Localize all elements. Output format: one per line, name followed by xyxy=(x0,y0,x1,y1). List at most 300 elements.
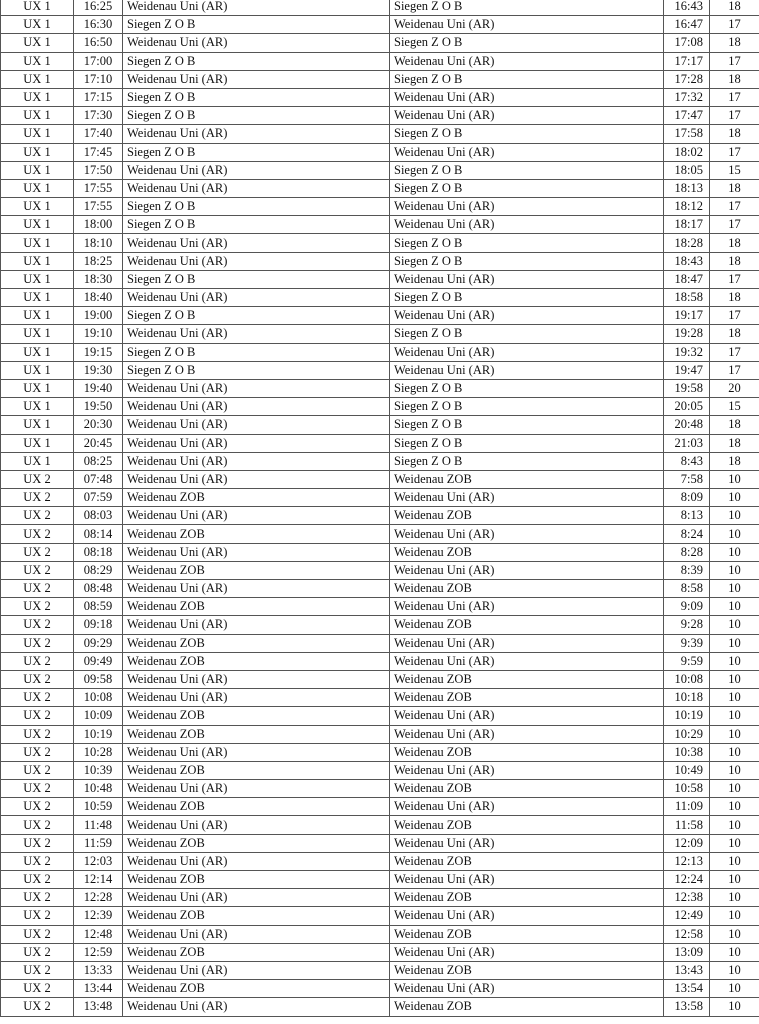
table-row xyxy=(1,616,759,634)
arrival-time-cell: 19:28 xyxy=(664,325,710,343)
duration-cell: 10 xyxy=(710,961,759,979)
line-cell: UX 2 xyxy=(1,907,74,925)
timetable-body xyxy=(1,0,759,1016)
origin-stop-cell: Weidenau ZOB xyxy=(123,907,390,925)
origin-stop-cell: Siegen Z O B xyxy=(123,343,390,361)
destination-stop-cell: Weidenau Uni (AR) xyxy=(390,88,664,106)
destination-stop-cell: Weidenau Uni (AR) xyxy=(390,598,664,616)
table-row xyxy=(1,307,759,325)
destination-stop-cell: Weidenau Uni (AR) xyxy=(390,307,664,325)
destination-stop-cell: Weidenau ZOB xyxy=(390,816,664,834)
departure-time-cell: 07:59 xyxy=(74,489,123,507)
duration-cell: 10 xyxy=(710,616,759,634)
origin-stop-cell: Weidenau Uni (AR) xyxy=(123,889,390,907)
line-cell: UX 2 xyxy=(1,798,74,816)
line-cell: UX 2 xyxy=(1,780,74,798)
destination-stop-cell: Weidenau Uni (AR) xyxy=(390,343,664,361)
destination-stop-cell: Siegen Z O B xyxy=(390,289,664,307)
origin-stop-cell: Weidenau ZOB xyxy=(123,489,390,507)
line-cell: UX 1 xyxy=(1,52,74,70)
origin-stop-cell: Weidenau Uni (AR) xyxy=(123,234,390,252)
origin-stop-cell: Weidenau Uni (AR) xyxy=(123,507,390,525)
duration-cell: 10 xyxy=(710,798,759,816)
table-row xyxy=(1,325,759,343)
arrival-time-cell: 13:43 xyxy=(664,961,710,979)
line-cell: UX 1 xyxy=(1,379,74,397)
origin-stop-cell: Weidenau ZOB xyxy=(123,980,390,998)
arrival-time-cell: 17:08 xyxy=(664,34,710,52)
departure-time-cell: 12:59 xyxy=(74,943,123,961)
table-row xyxy=(1,379,759,397)
destination-stop-cell: Weidenau Uni (AR) xyxy=(390,52,664,70)
arrival-time-cell: 18:12 xyxy=(664,198,710,216)
departure-time-cell: 12:39 xyxy=(74,907,123,925)
destination-stop-cell: Weidenau ZOB xyxy=(390,925,664,943)
destination-stop-cell: Weidenau Uni (AR) xyxy=(390,871,664,889)
arrival-time-cell: 18:05 xyxy=(664,161,710,179)
table-row xyxy=(1,507,759,525)
table-row xyxy=(1,761,759,779)
arrival-time-cell: 8:28 xyxy=(664,543,710,561)
departure-time-cell: 13:48 xyxy=(74,998,123,1016)
origin-stop-cell: Weidenau Uni (AR) xyxy=(123,670,390,688)
arrival-time-cell: 13:58 xyxy=(664,998,710,1016)
departure-time-cell: 10:39 xyxy=(74,761,123,779)
origin-stop-cell: Weidenau ZOB xyxy=(123,561,390,579)
departure-time-cell: 09:29 xyxy=(74,634,123,652)
origin-stop-cell: Weidenau Uni (AR) xyxy=(123,34,390,52)
line-cell: UX 2 xyxy=(1,998,74,1016)
line-cell: UX 1 xyxy=(1,343,74,361)
destination-stop-cell: Siegen Z O B xyxy=(390,70,664,88)
duration-cell: 10 xyxy=(710,507,759,525)
departure-time-cell: 10:28 xyxy=(74,743,123,761)
duration-cell: 18 xyxy=(710,0,759,16)
line-cell: UX 1 xyxy=(1,434,74,452)
line-cell: UX 2 xyxy=(1,689,74,707)
arrival-time-cell: 12:38 xyxy=(664,889,710,907)
destination-stop-cell: Siegen Z O B xyxy=(390,34,664,52)
destination-stop-cell: Weidenau Uni (AR) xyxy=(390,652,664,670)
destination-stop-cell: Weidenau ZOB xyxy=(390,961,664,979)
table-row xyxy=(1,234,759,252)
arrival-time-cell: 12:13 xyxy=(664,852,710,870)
duration-cell: 10 xyxy=(710,743,759,761)
origin-stop-cell: Weidenau ZOB xyxy=(123,834,390,852)
destination-stop-cell: Siegen Z O B xyxy=(390,0,664,16)
departure-time-cell: 08:25 xyxy=(74,452,123,470)
departure-time-cell: 08:03 xyxy=(74,507,123,525)
arrival-time-cell: 18:28 xyxy=(664,234,710,252)
departure-time-cell: 18:30 xyxy=(74,270,123,288)
table-row xyxy=(1,907,759,925)
departure-time-cell: 20:30 xyxy=(74,416,123,434)
table-row xyxy=(1,470,759,488)
departure-time-cell: 17:55 xyxy=(74,198,123,216)
table-row xyxy=(1,998,759,1016)
duration-cell: 18 xyxy=(710,416,759,434)
line-cell: UX 1 xyxy=(1,307,74,325)
line-cell: UX 1 xyxy=(1,107,74,125)
duration-cell: 17 xyxy=(710,107,759,125)
arrival-time-cell: 10:49 xyxy=(664,761,710,779)
line-cell: UX 1 xyxy=(1,452,74,470)
table-row xyxy=(1,289,759,307)
arrival-time-cell: 18:13 xyxy=(664,179,710,197)
origin-stop-cell: Weidenau ZOB xyxy=(123,761,390,779)
destination-stop-cell: Weidenau Uni (AR) xyxy=(390,798,664,816)
table-row xyxy=(1,670,759,688)
departure-time-cell: 17:30 xyxy=(74,107,123,125)
destination-stop-cell: Weidenau Uni (AR) xyxy=(390,725,664,743)
destination-stop-cell: Siegen Z O B xyxy=(390,416,664,434)
table-row xyxy=(1,925,759,943)
origin-stop-cell: Weidenau Uni (AR) xyxy=(123,961,390,979)
origin-stop-cell: Weidenau Uni (AR) xyxy=(123,70,390,88)
origin-stop-cell: Weidenau ZOB xyxy=(123,525,390,543)
destination-stop-cell: Weidenau ZOB xyxy=(390,743,664,761)
duration-cell: 17 xyxy=(710,16,759,34)
duration-cell: 18 xyxy=(710,325,759,343)
line-cell: UX 2 xyxy=(1,507,74,525)
table-row xyxy=(1,834,759,852)
arrival-time-cell: 16:47 xyxy=(664,16,710,34)
table-row xyxy=(1,125,759,143)
destination-stop-cell: Weidenau ZOB xyxy=(390,889,664,907)
departure-time-cell: 12:03 xyxy=(74,852,123,870)
duration-cell: 10 xyxy=(710,998,759,1016)
departure-time-cell: 08:14 xyxy=(74,525,123,543)
destination-stop-cell: Weidenau Uni (AR) xyxy=(390,907,664,925)
table-row xyxy=(1,216,759,234)
line-cell: UX 2 xyxy=(1,816,74,834)
table-row xyxy=(1,652,759,670)
duration-cell: 17 xyxy=(710,143,759,161)
duration-cell: 20 xyxy=(710,379,759,397)
duration-cell: 10 xyxy=(710,652,759,670)
line-cell: UX 2 xyxy=(1,598,74,616)
arrival-time-cell: 20:48 xyxy=(664,416,710,434)
line-cell: UX 2 xyxy=(1,580,74,598)
duration-cell: 18 xyxy=(710,434,759,452)
destination-stop-cell: Weidenau ZOB xyxy=(390,470,664,488)
table-row xyxy=(1,871,759,889)
table-row xyxy=(1,452,759,470)
table-row xyxy=(1,179,759,197)
line-cell: UX 2 xyxy=(1,925,74,943)
table-row xyxy=(1,361,759,379)
departure-time-cell: 12:14 xyxy=(74,871,123,889)
line-cell: UX 2 xyxy=(1,470,74,488)
duration-cell: 10 xyxy=(710,470,759,488)
table-row xyxy=(1,943,759,961)
arrival-time-cell: 11:09 xyxy=(664,798,710,816)
origin-stop-cell: Weidenau Uni (AR) xyxy=(123,452,390,470)
departure-time-cell: 08:59 xyxy=(74,598,123,616)
duration-cell: 17 xyxy=(710,307,759,325)
arrival-time-cell: 17:32 xyxy=(664,88,710,106)
departure-time-cell: 18:40 xyxy=(74,289,123,307)
origin-stop-cell: Weidenau Uni (AR) xyxy=(123,161,390,179)
departure-time-cell: 09:49 xyxy=(74,652,123,670)
destination-stop-cell: Siegen Z O B xyxy=(390,234,664,252)
line-cell: UX 2 xyxy=(1,852,74,870)
arrival-time-cell: 10:08 xyxy=(664,670,710,688)
arrival-time-cell: 18:17 xyxy=(664,216,710,234)
duration-cell: 10 xyxy=(710,980,759,998)
departure-time-cell: 08:18 xyxy=(74,543,123,561)
origin-stop-cell: Weidenau Uni (AR) xyxy=(123,543,390,561)
destination-stop-cell: Siegen Z O B xyxy=(390,452,664,470)
line-cell: UX 2 xyxy=(1,616,74,634)
origin-stop-cell: Weidenau Uni (AR) xyxy=(123,998,390,1016)
destination-stop-cell: Weidenau Uni (AR) xyxy=(390,361,664,379)
origin-stop-cell: Siegen Z O B xyxy=(123,307,390,325)
destination-stop-cell: Weidenau ZOB xyxy=(390,580,664,598)
duration-cell: 10 xyxy=(710,943,759,961)
table-row xyxy=(1,161,759,179)
table-row xyxy=(1,580,759,598)
duration-cell: 18 xyxy=(710,252,759,270)
origin-stop-cell: Weidenau Uni (AR) xyxy=(123,743,390,761)
table-row xyxy=(1,70,759,88)
arrival-time-cell: 17:58 xyxy=(664,125,710,143)
table-row xyxy=(1,598,759,616)
destination-stop-cell: Siegen Z O B xyxy=(390,434,664,452)
arrival-time-cell: 10:29 xyxy=(664,725,710,743)
origin-stop-cell: Weidenau Uni (AR) xyxy=(123,470,390,488)
table-row xyxy=(1,725,759,743)
line-cell: UX 1 xyxy=(1,198,74,216)
departure-time-cell: 19:10 xyxy=(74,325,123,343)
departure-time-cell: 16:50 xyxy=(74,34,123,52)
departure-time-cell: 08:29 xyxy=(74,561,123,579)
origin-stop-cell: Siegen Z O B xyxy=(123,270,390,288)
line-cell: UX 2 xyxy=(1,871,74,889)
departure-time-cell: 19:00 xyxy=(74,307,123,325)
departure-time-cell: 19:15 xyxy=(74,343,123,361)
duration-cell: 17 xyxy=(710,361,759,379)
table-row xyxy=(1,689,759,707)
duration-cell: 10 xyxy=(710,543,759,561)
departure-time-cell: 09:58 xyxy=(74,670,123,688)
duration-cell: 17 xyxy=(710,52,759,70)
line-cell: UX 2 xyxy=(1,652,74,670)
line-cell: UX 2 xyxy=(1,543,74,561)
departure-time-cell: 20:45 xyxy=(74,434,123,452)
duration-cell: 15 xyxy=(710,161,759,179)
duration-cell: 10 xyxy=(710,580,759,598)
destination-stop-cell: Weidenau ZOB xyxy=(390,616,664,634)
duration-cell: 17 xyxy=(710,343,759,361)
origin-stop-cell: Weidenau Uni (AR) xyxy=(123,289,390,307)
arrival-time-cell: 8:24 xyxy=(664,525,710,543)
table-row xyxy=(1,525,759,543)
duration-cell: 10 xyxy=(710,834,759,852)
line-cell: UX 2 xyxy=(1,634,74,652)
departure-time-cell: 10:59 xyxy=(74,798,123,816)
origin-stop-cell: Weidenau Uni (AR) xyxy=(123,852,390,870)
destination-stop-cell: Weidenau Uni (AR) xyxy=(390,143,664,161)
destination-stop-cell: Siegen Z O B xyxy=(390,161,664,179)
origin-stop-cell: Siegen Z O B xyxy=(123,216,390,234)
line-cell: UX 2 xyxy=(1,489,74,507)
duration-cell: 15 xyxy=(710,398,759,416)
destination-stop-cell: Weidenau ZOB xyxy=(390,670,664,688)
table-row xyxy=(1,416,759,434)
destination-stop-cell: Weidenau Uni (AR) xyxy=(390,107,664,125)
duration-cell: 17 xyxy=(710,270,759,288)
line-cell: UX 1 xyxy=(1,361,74,379)
duration-cell: 17 xyxy=(710,198,759,216)
arrival-time-cell: 16:43 xyxy=(664,0,710,16)
line-cell: UX 1 xyxy=(1,325,74,343)
line-cell: UX 1 xyxy=(1,179,74,197)
departure-time-cell: 19:50 xyxy=(74,398,123,416)
table-row xyxy=(1,343,759,361)
arrival-time-cell: 10:18 xyxy=(664,689,710,707)
destination-stop-cell: Weidenau Uni (AR) xyxy=(390,943,664,961)
arrival-time-cell: 9:28 xyxy=(664,616,710,634)
destination-stop-cell: Weidenau Uni (AR) xyxy=(390,216,664,234)
line-cell: UX 2 xyxy=(1,943,74,961)
duration-cell: 18 xyxy=(710,179,759,197)
duration-cell: 10 xyxy=(710,907,759,925)
departure-time-cell: 07:48 xyxy=(74,470,123,488)
table-row xyxy=(1,561,759,579)
departure-time-cell: 18:10 xyxy=(74,234,123,252)
origin-stop-cell: Weidenau ZOB xyxy=(123,634,390,652)
line-cell: UX 1 xyxy=(1,252,74,270)
origin-stop-cell: Weidenau ZOB xyxy=(123,943,390,961)
departure-time-cell: 18:00 xyxy=(74,216,123,234)
table-row xyxy=(1,107,759,125)
line-cell: UX 1 xyxy=(1,143,74,161)
table-row xyxy=(1,398,759,416)
destination-stop-cell: Siegen Z O B xyxy=(390,325,664,343)
origin-stop-cell: Weidenau ZOB xyxy=(123,652,390,670)
line-cell: UX 2 xyxy=(1,980,74,998)
line-cell: UX 2 xyxy=(1,725,74,743)
arrival-time-cell: 12:58 xyxy=(664,925,710,943)
table-row xyxy=(1,743,759,761)
line-cell: UX 1 xyxy=(1,416,74,434)
arrival-time-cell: 18:02 xyxy=(664,143,710,161)
departure-time-cell: 17:40 xyxy=(74,125,123,143)
origin-stop-cell: Weidenau Uni (AR) xyxy=(123,379,390,397)
table-row xyxy=(1,52,759,70)
line-cell: UX 2 xyxy=(1,834,74,852)
arrival-time-cell: 20:05 xyxy=(664,398,710,416)
line-cell: UX 1 xyxy=(1,234,74,252)
arrival-time-cell: 17:28 xyxy=(664,70,710,88)
line-cell: UX 1 xyxy=(1,34,74,52)
destination-stop-cell: Weidenau Uni (AR) xyxy=(390,198,664,216)
table-row xyxy=(1,634,759,652)
destination-stop-cell: Weidenau Uni (AR) xyxy=(390,707,664,725)
origin-stop-cell: Weidenau Uni (AR) xyxy=(123,434,390,452)
arrival-time-cell: 8:39 xyxy=(664,561,710,579)
table-row xyxy=(1,961,759,979)
arrival-time-cell: 13:54 xyxy=(664,980,710,998)
duration-cell: 18 xyxy=(710,234,759,252)
arrival-time-cell: 18:47 xyxy=(664,270,710,288)
departure-time-cell: 09:18 xyxy=(74,616,123,634)
origin-stop-cell: Siegen Z O B xyxy=(123,107,390,125)
origin-stop-cell: Siegen Z O B xyxy=(123,88,390,106)
origin-stop-cell: Weidenau Uni (AR) xyxy=(123,398,390,416)
arrival-time-cell: 17:17 xyxy=(664,52,710,70)
line-cell: UX 2 xyxy=(1,961,74,979)
destination-stop-cell: Weidenau Uni (AR) xyxy=(390,489,664,507)
line-cell: UX 1 xyxy=(1,289,74,307)
arrival-time-cell: 18:43 xyxy=(664,252,710,270)
arrival-time-cell: 9:59 xyxy=(664,652,710,670)
duration-cell: 10 xyxy=(710,871,759,889)
departure-time-cell: 11:48 xyxy=(74,816,123,834)
line-cell: UX 2 xyxy=(1,525,74,543)
departure-time-cell: 11:59 xyxy=(74,834,123,852)
table-row xyxy=(1,543,759,561)
departure-time-cell: 13:33 xyxy=(74,961,123,979)
arrival-time-cell: 10:58 xyxy=(664,780,710,798)
destination-stop-cell: Weidenau ZOB xyxy=(390,507,664,525)
line-cell: UX 1 xyxy=(1,0,74,16)
departure-time-cell: 12:48 xyxy=(74,925,123,943)
duration-cell: 18 xyxy=(710,452,759,470)
arrival-time-cell: 12:09 xyxy=(664,834,710,852)
origin-stop-cell: Weidenau Uni (AR) xyxy=(123,925,390,943)
departure-time-cell: 10:08 xyxy=(74,689,123,707)
departure-time-cell: 18:25 xyxy=(74,252,123,270)
departure-time-cell: 19:40 xyxy=(74,379,123,397)
arrival-time-cell: 18:58 xyxy=(664,289,710,307)
line-cell: UX 1 xyxy=(1,398,74,416)
table-row xyxy=(1,34,759,52)
origin-stop-cell: Weidenau Uni (AR) xyxy=(123,689,390,707)
table-row xyxy=(1,798,759,816)
duration-cell: 10 xyxy=(710,489,759,507)
line-cell: UX 2 xyxy=(1,707,74,725)
departure-time-cell: 19:30 xyxy=(74,361,123,379)
arrival-time-cell: 8:13 xyxy=(664,507,710,525)
table-row xyxy=(1,852,759,870)
origin-stop-cell: Weidenau Uni (AR) xyxy=(123,816,390,834)
duration-cell: 10 xyxy=(710,707,759,725)
arrival-time-cell: 8:09 xyxy=(664,489,710,507)
arrival-time-cell: 19:32 xyxy=(664,343,710,361)
departure-time-cell: 17:10 xyxy=(74,70,123,88)
line-cell: UX 1 xyxy=(1,16,74,34)
line-cell: UX 2 xyxy=(1,743,74,761)
destination-stop-cell: Siegen Z O B xyxy=(390,398,664,416)
origin-stop-cell: Weidenau ZOB xyxy=(123,871,390,889)
arrival-time-cell: 12:24 xyxy=(664,871,710,889)
destination-stop-cell: Weidenau Uni (AR) xyxy=(390,16,664,34)
arrival-time-cell: 9:09 xyxy=(664,598,710,616)
duration-cell: 10 xyxy=(710,689,759,707)
duration-cell: 10 xyxy=(710,852,759,870)
origin-stop-cell: Siegen Z O B xyxy=(123,52,390,70)
origin-stop-cell: Weidenau Uni (AR) xyxy=(123,325,390,343)
table-row xyxy=(1,88,759,106)
origin-stop-cell: Weidenau ZOB xyxy=(123,598,390,616)
duration-cell: 17 xyxy=(710,216,759,234)
departure-time-cell: 10:48 xyxy=(74,780,123,798)
table-row xyxy=(1,780,759,798)
line-cell: UX 2 xyxy=(1,670,74,688)
departure-time-cell: 08:48 xyxy=(74,580,123,598)
